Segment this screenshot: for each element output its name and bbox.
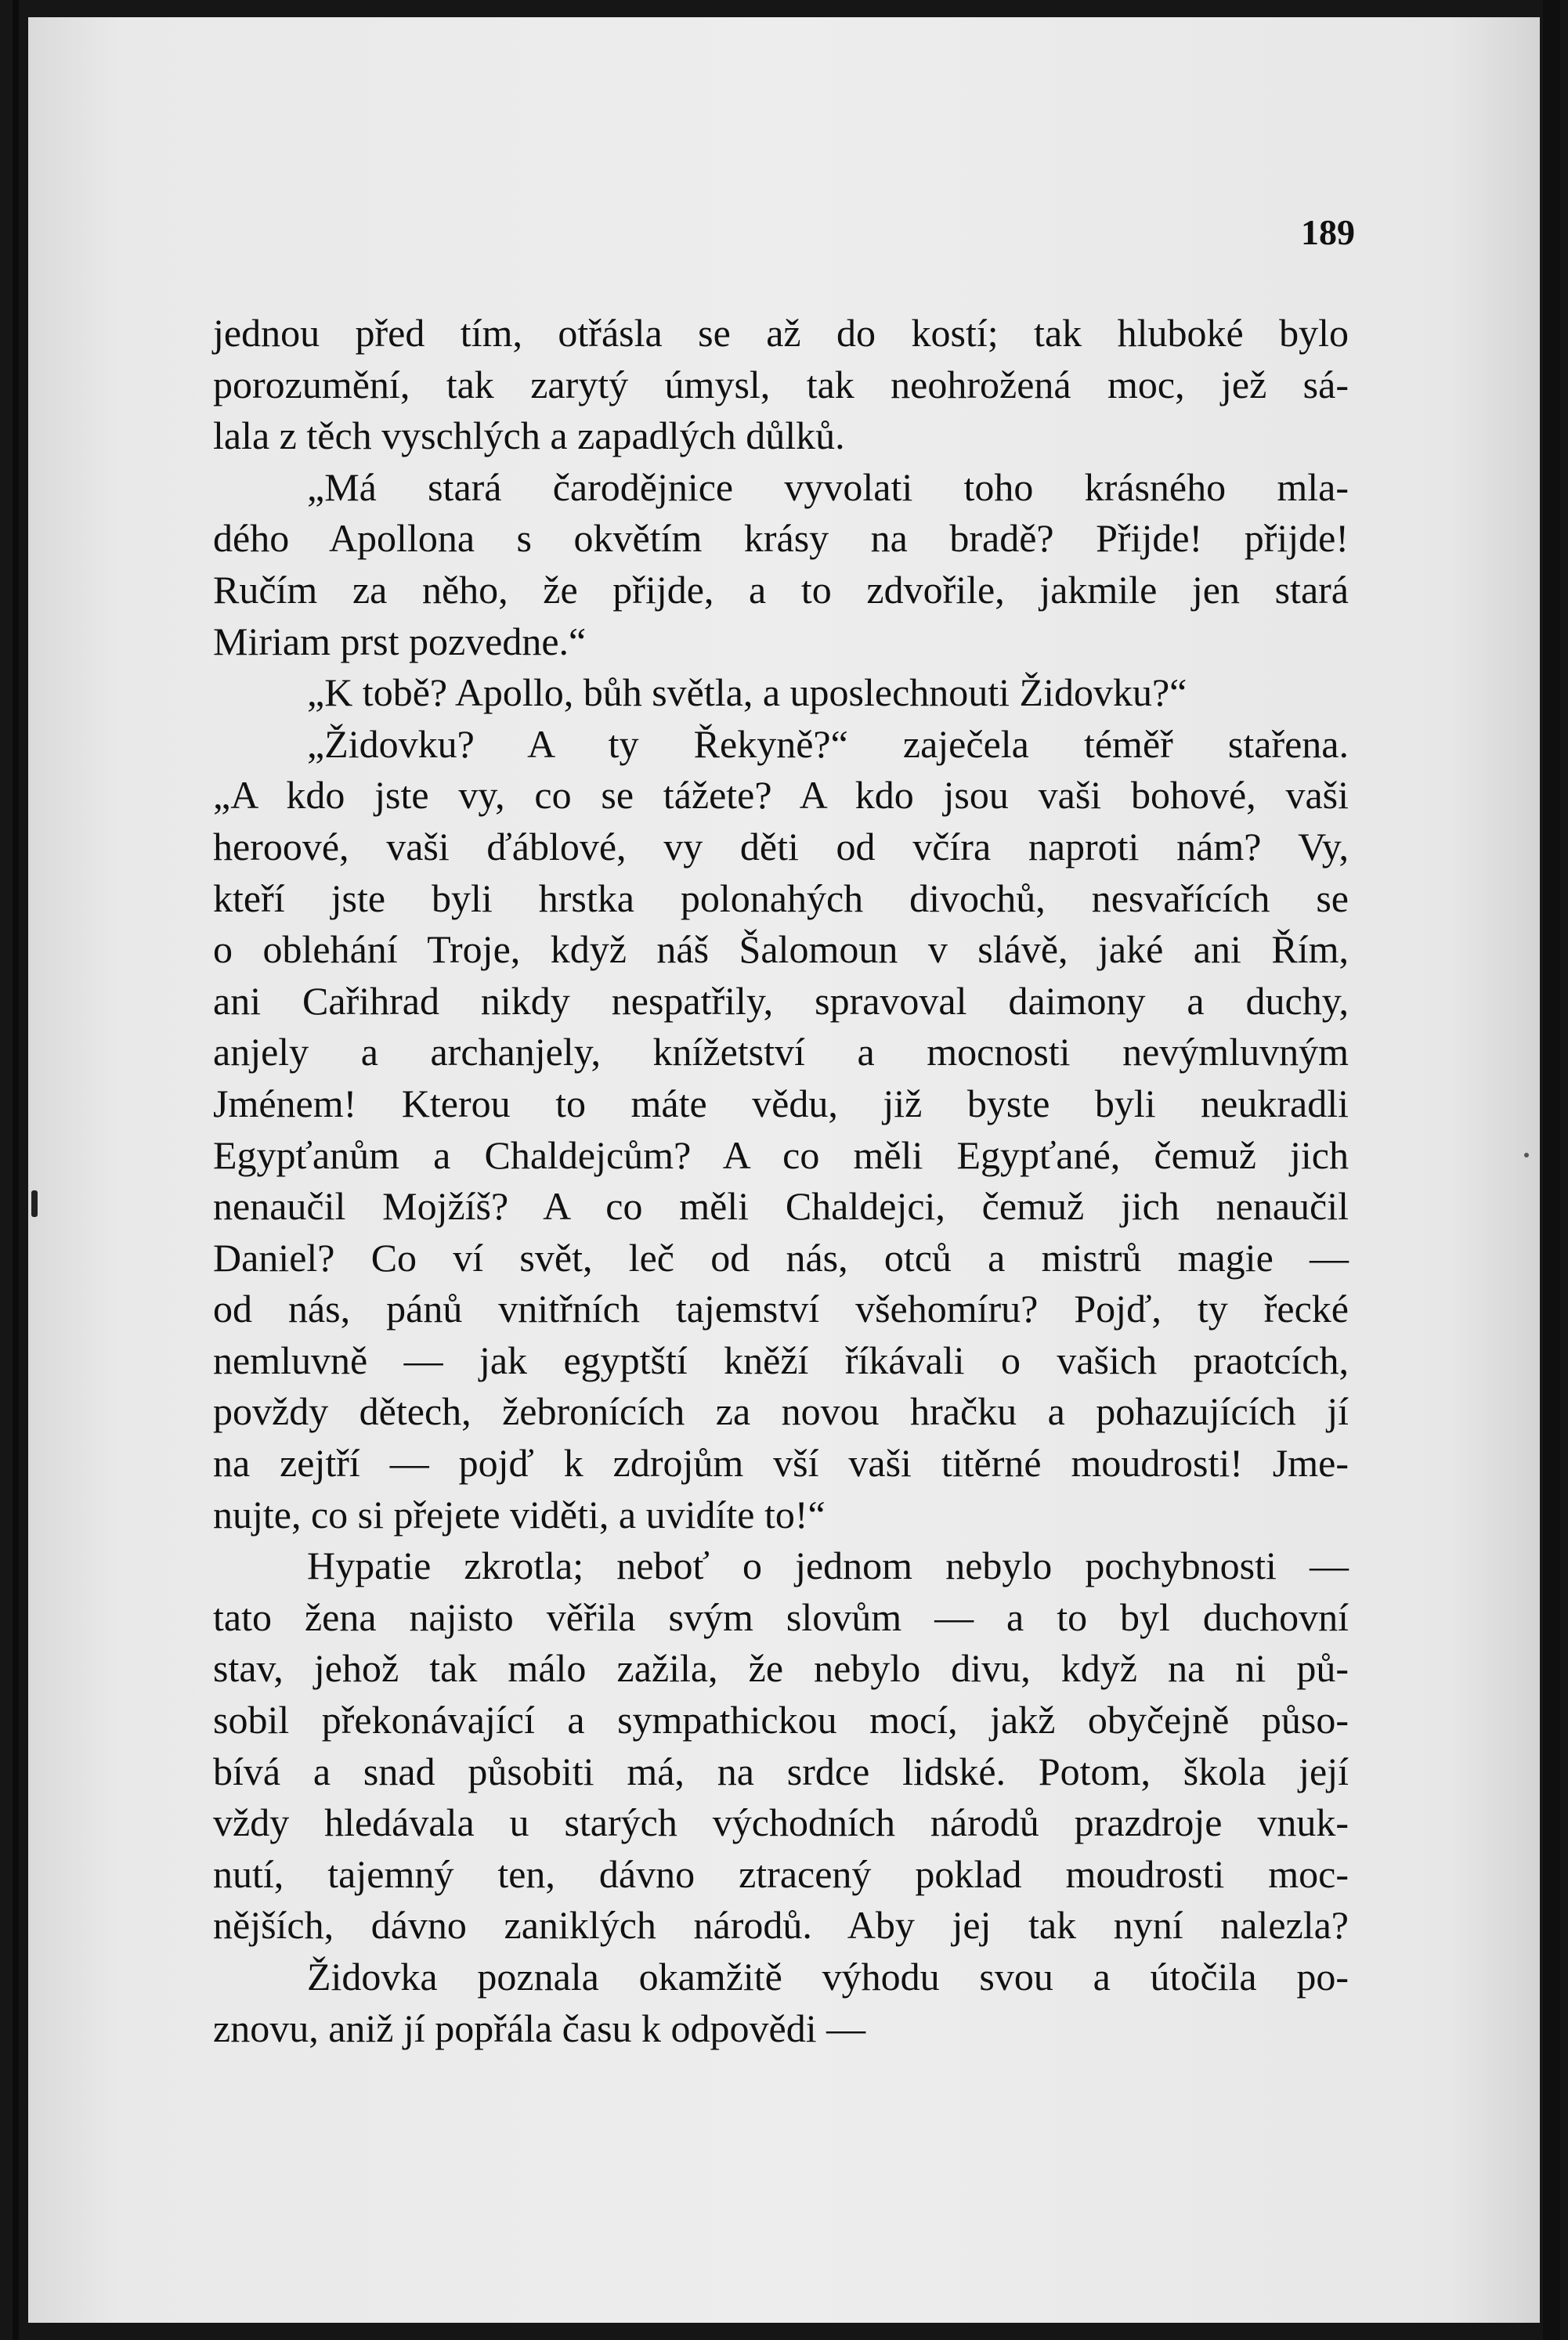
text-line: o oblehání Troje, když náš Šalomoun v slávě, jaké ani Řím, [213,927,1349,972]
text-line: nutí, tajemný ten, dávno ztracený poklad moudrosti moc- [213,1851,1349,1896]
text-line: kteří jste byli hrstka polonahých divochů, nesvařících se [213,876,1349,920]
page-number: 189 [1301,212,1355,252]
text-line: Egypťanům a Chaldejcům? A co měli Egypťané, čemuž jich [213,1132,1349,1177]
text-line: Daniel? Co ví svět, leč od nás, otců a mistrů magie — [213,1235,1349,1280]
text-line: „Má stará čarodějnice vyvolati toho krásného mla- [307,464,1349,509]
text-line: na zejtří — pojď k zdrojům vší vaši titěrné moudrosti! Jme- [213,1441,1349,1486]
text-line: vždy hledávala u starých východních národů prazdroje vnuk- [213,1800,1349,1845]
text-line: Miriam prst pozvedne.“ [213,619,587,663]
text-line: anjely a archanjely, knížetství a mocnosti nevýmluvným [213,1030,1349,1074]
text-line: Ručím za něho, že přijde, a to zdvořile, jakmile jen stará [213,567,1349,612]
scan-speck [1524,1153,1529,1157]
text-line: znovu, aniž jí popřála času k odpovědi — [213,2006,866,2050]
binding-gutter [13,0,19,2340]
text-line: bívá a snad působiti má, na srdce lidské. Potom, škola její [213,1749,1349,1793]
text-line: Židovka poznala okamžitě výhodu svou a útočila po- [307,1955,1349,1999]
text-line: sobil překonávající a sympathickou mocí, jakž obyčejně půso- [213,1698,1349,1742]
page-edge-shadow [1543,0,1560,2340]
text-line: lala z těch vyschlých a zapadlých důlků. [213,413,845,458]
text-line: nenaučil Mojžíš? A co měli Chaldejci, čemuž jich nenaučil [213,1184,1349,1229]
text-line: povždy dětech, žebronících za novou hračku a pohazujících jí [213,1389,1349,1434]
text-line: jednou před tím, otřásla se až do kostí; tak hluboké bylo [213,311,1349,355]
text-line: ani Cařihrad nikdy nespatřily, spravoval daimony a duchy, [213,978,1349,1023]
text-line: od nás, pánů vnitřních tajemství všehomíru? Pojď, ty řecké [213,1287,1349,1331]
text-line: Hypatie zkrotla; neboť o jednom nebylo pochybnosti — [307,1544,1349,1588]
text-line: „A kdo jste vy, co se tážete? A kdo jsou vaši bohové, vaši [213,773,1349,818]
text-line: „Židovku? A ty Řekyně?“ zaječela téměř stařena. [307,721,1349,766]
binding-mark [31,1190,38,1217]
text-line: porozumění, tak zarytý úmysl, tak neohrožená moc, jež sá- [213,362,1349,406]
text-line: nemluvně — jak egyptští kněží říkávali o vašich praotcích, [213,1338,1349,1382]
text-line: Jménem! Kterou to máte vědu, již byste byli neukradli [213,1081,1349,1125]
text-line: dého Apollona s okvětím krásy na bradě? Přijde! přijde! [213,516,1349,561]
text-line: „K tobě? Apollo, bůh světla, a uposlechnouti Židovku?“ [307,670,1187,715]
text-line: stav, jehož tak málo zažila, že nebylo divu, když na ni pů- [213,1646,1349,1691]
body-text [213,308,1349,2054]
text-line: nujte, co si přejete viděti, a uvidíte to!“ [213,1492,826,1537]
text-line: heroové, vaši ďáblové, vy děti od včíra naproti nám? Vy, [213,824,1349,868]
text-line: tato žena najisto věřila svým slovům — a to byl duchovní [213,1594,1349,1639]
text-line: nějších, dávno zaniklých národů. Aby jej tak nyní nalezla? [213,1903,1349,1948]
